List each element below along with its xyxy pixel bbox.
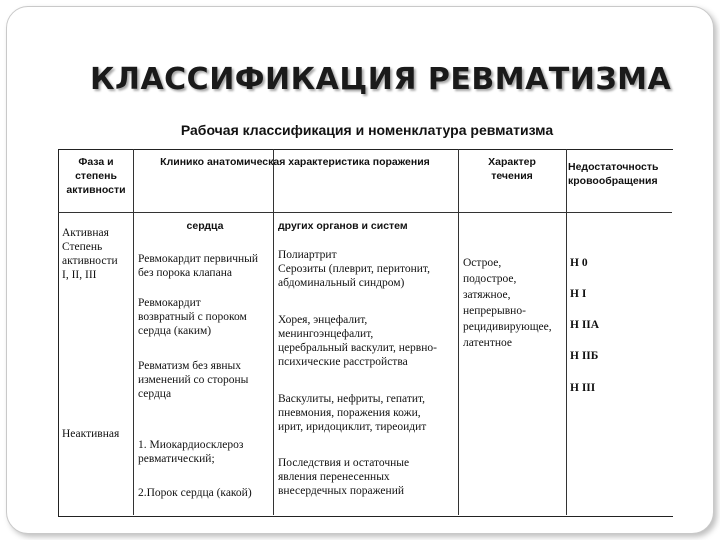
heart-active-2: Ревмокардит возвратный с пороком сердца (каким) bbox=[138, 297, 247, 337]
other-group-2: Хорея, энцефалит, менингоэнцефалит, церебральный васкулит, нервно- психические расстройства bbox=[278, 314, 437, 368]
other-group-4: Последствия и остаточные явления перенесенных внесердечных поражений bbox=[278, 457, 410, 497]
insufficiency-h2b: Н IIБ bbox=[570, 350, 599, 362]
phase-inactive: Неактивная bbox=[62, 428, 120, 440]
slide-title: КЛАССИФИКАЦИЯ РЕВМАТИЗМА bbox=[90, 62, 672, 97]
phase-active: Активная Степень активности I, II, III bbox=[62, 227, 118, 281]
column-divider bbox=[458, 149, 459, 515]
insufficiency-h3: Н III bbox=[570, 382, 596, 394]
heart-active-1: Ревмокардит первичный без порока клапана bbox=[138, 253, 259, 279]
subheader-heart: сердца bbox=[186, 220, 224, 232]
insufficiency-h0: Н 0 bbox=[570, 257, 588, 269]
column-divider bbox=[566, 149, 567, 515]
header-insufficiency: Недостаточность кровообращения bbox=[568, 161, 659, 187]
other-group-1: Полиартрит Серозиты (плеврит, перитонит, абдоминальный синдром) bbox=[278, 249, 430, 289]
heart-inactive-1: 1. Миокардиосклероз ревматический; bbox=[138, 439, 244, 465]
heart-active-3: Ревматизм без явных изменений со стороны сердца bbox=[138, 360, 249, 400]
subheader-other: других органов и систем bbox=[278, 220, 408, 232]
insufficiency-h2a: Н IIА bbox=[570, 319, 600, 331]
other-group-3: Васкулиты, нефриты, гепатит, пневмония, поражения кожи, ирит, иридоциклит, тиреоидит bbox=[278, 393, 427, 433]
header-course: Характер течения bbox=[488, 156, 536, 182]
heart-inactive-2: 2.Порок сердца (какой) bbox=[138, 487, 252, 499]
insufficiency-h1: Н I bbox=[570, 288, 587, 300]
table-title: Рабочая классификация и номенклатура ревматизма bbox=[180, 122, 554, 138]
header-clinical: Клинико анатомическая характеристика поражения bbox=[160, 156, 430, 168]
course-types: Острое, подострое, затяжное, непрерывно- рецидивирующее, латентное bbox=[463, 257, 552, 349]
column-divider bbox=[273, 149, 274, 515]
header-divider bbox=[58, 212, 672, 213]
column-divider bbox=[133, 149, 134, 515]
header-phase: Фаза и степень активности bbox=[66, 156, 126, 196]
